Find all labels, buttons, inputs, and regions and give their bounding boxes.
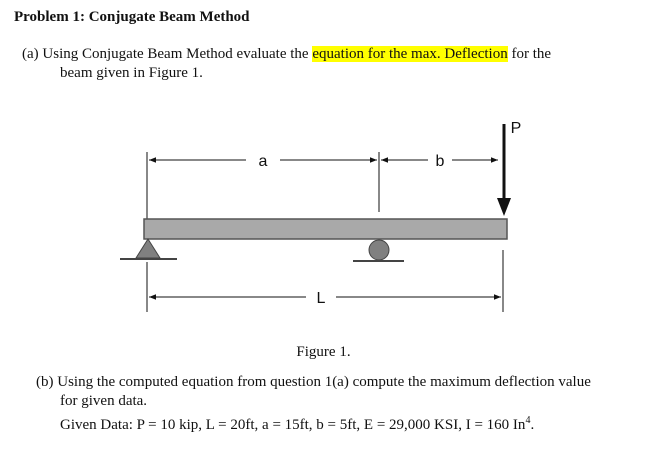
- part-a-suffix: for the: [507, 46, 552, 62]
- part-b-question: [36, 373, 636, 435]
- pin-support: [136, 239, 160, 258]
- beam: [144, 219, 507, 239]
- dim-L-label: L: [316, 290, 326, 307]
- dim-a-label: a: [258, 153, 268, 170]
- load-arrow-head: [497, 198, 511, 216]
- part-a-highlight: equation for the max. Deflection: [312, 46, 508, 62]
- load-label: P: [510, 120, 522, 137]
- dim-b-label: b: [435, 153, 445, 170]
- given-data: [36, 411, 636, 435]
- part-b-line-1: (b) Using the computed equation from question 1(a) compute the maximum deflection value: [36, 374, 591, 390]
- part-b-line-2: for given data.: [60, 393, 148, 409]
- part-a-line-2: beam given in Figure 1.: [60, 65, 203, 81]
- given-data-text: Given Data: P = 10 kip, L = 20ft, a = 15ft, b = 5ft, E = 29,000 KSI, I = 160 In: [60, 417, 526, 433]
- figure-caption: Figure 1.: [296, 344, 351, 360]
- part-a-prefix: (a) Using Conjugate Beam Method evaluate the: [22, 46, 313, 62]
- problem-title: Problem 1: Conjugate Beam Method: [14, 9, 250, 25]
- given-data-exponent: 4: [525, 415, 531, 426]
- roller-support: [369, 240, 389, 260]
- given-data-suffix: .: [530, 417, 535, 433]
